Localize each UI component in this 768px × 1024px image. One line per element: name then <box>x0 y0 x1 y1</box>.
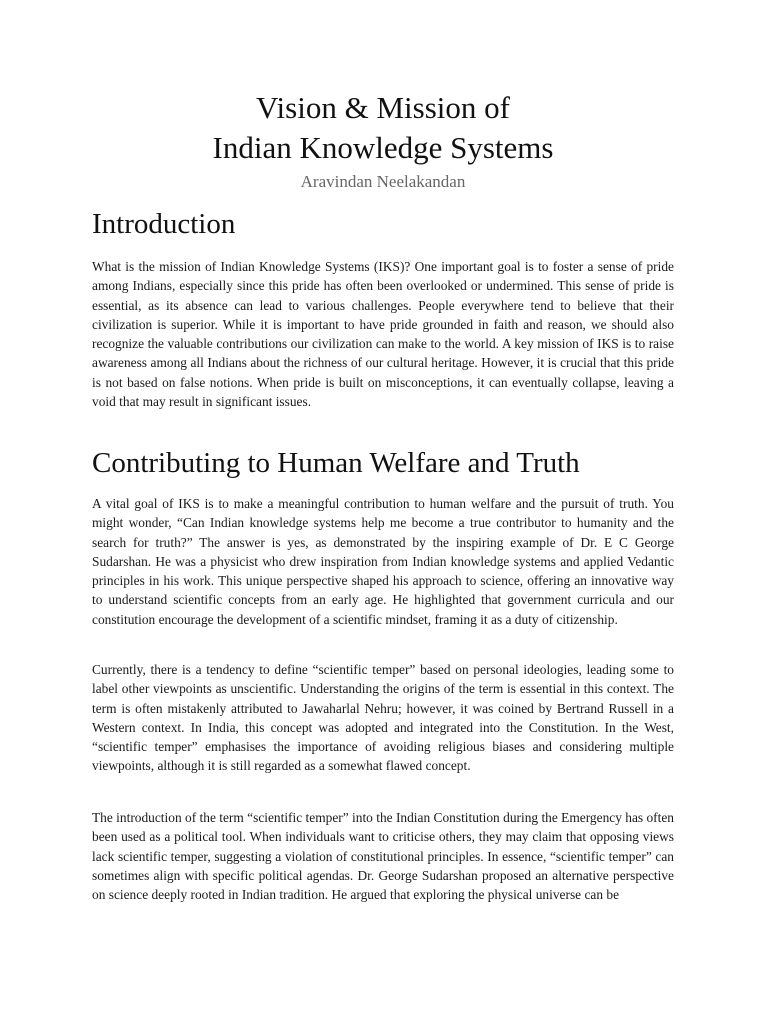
section-heading-introduction: Introduction <box>92 208 236 240</box>
document-title-line-2: Indian Knowledge Systems <box>212 130 554 165</box>
paragraph-introduction: What is the mission of Indian Knowledge Systems (IKS)? One important goal is to foster a sense of pride among Indians, especially since this pride has often been overlooked or undermined. This sense of pride is essential, as its absence can lead to various challenges. People everywhere tend to believe that their civilization is superior. While it is important to have pride grounded in faith and reason, we should also recognize the valuable contributions our civilization can make to the world. A key mission of IKS is to raise awareness among all Indians about the richness of our cultural heritage. However, it is crucial that this pride is not based on false notions. When pride is built on misconceptions, it can eventually collapse, leaving a void that may result in significant issues. <box>92 259 674 410</box>
section-heading-contributing: Contributing to Human Welfare and Truth <box>92 447 580 479</box>
document-page <box>92 0 674 1024</box>
paragraph-contributing-3: The introduction of the term “scientific temper” into the Indian Constitution during the Emergency has often been used as a political tool. When individuals want to criticise others, they may claim that opposing views lack scientific temper, suggesting a violation of constitutional principles. In essence, “scientific temper” can sometimes align with specific political agendas. Dr. George Sudarshan proposed an alternative perspective on science deeply rooted in Indian tradition. He argued that exploring the physical universe can be <box>92 810 674 903</box>
author-name: Aravindan Neelakandan <box>300 172 466 191</box>
title-block <box>92 88 674 194</box>
paragraph-contributing-2: Currently, there is a tendency to define “scientific temper” based on personal ideologies, leading some to label other viewpoints as unscientific. Understanding the origins of the term is essential in this context. The term is often mistakenly attributed to Jawaharlal Nehru; however, it was coined by Bertrand Russell in a Western context. In India, this concept was adopted and integrated into the Constitution. In the West, “scientific temper” emphasises the importance of avoiding religious biases and considering multiple viewpoints, although it is still regarded as a somewhat flawed concept. <box>92 662 674 774</box>
document-title-line-1: Vision & Mission of <box>256 90 510 125</box>
paragraph-contributing-1: A vital goal of IKS is to make a meaningful contribution to human welfare and the pursuit of truth. You might wonder, “Can Indian knowledge systems help me become a true contributor to humanity and the search for truth?” The answer is yes, as demonstrated by the inspiring example of Dr. E C George Sudarshan. He was a physicist who drew inspiration from Indian knowledge systems and applied Vedantic principles in his work. This unique perspective shaped his approach to science, offering an innovative way to understand scientific concepts from an early age. He highlighted that government curricula and our constitution encourage the development of a scientific mindset, framing it as a duty of citizenship. <box>92 496 674 627</box>
